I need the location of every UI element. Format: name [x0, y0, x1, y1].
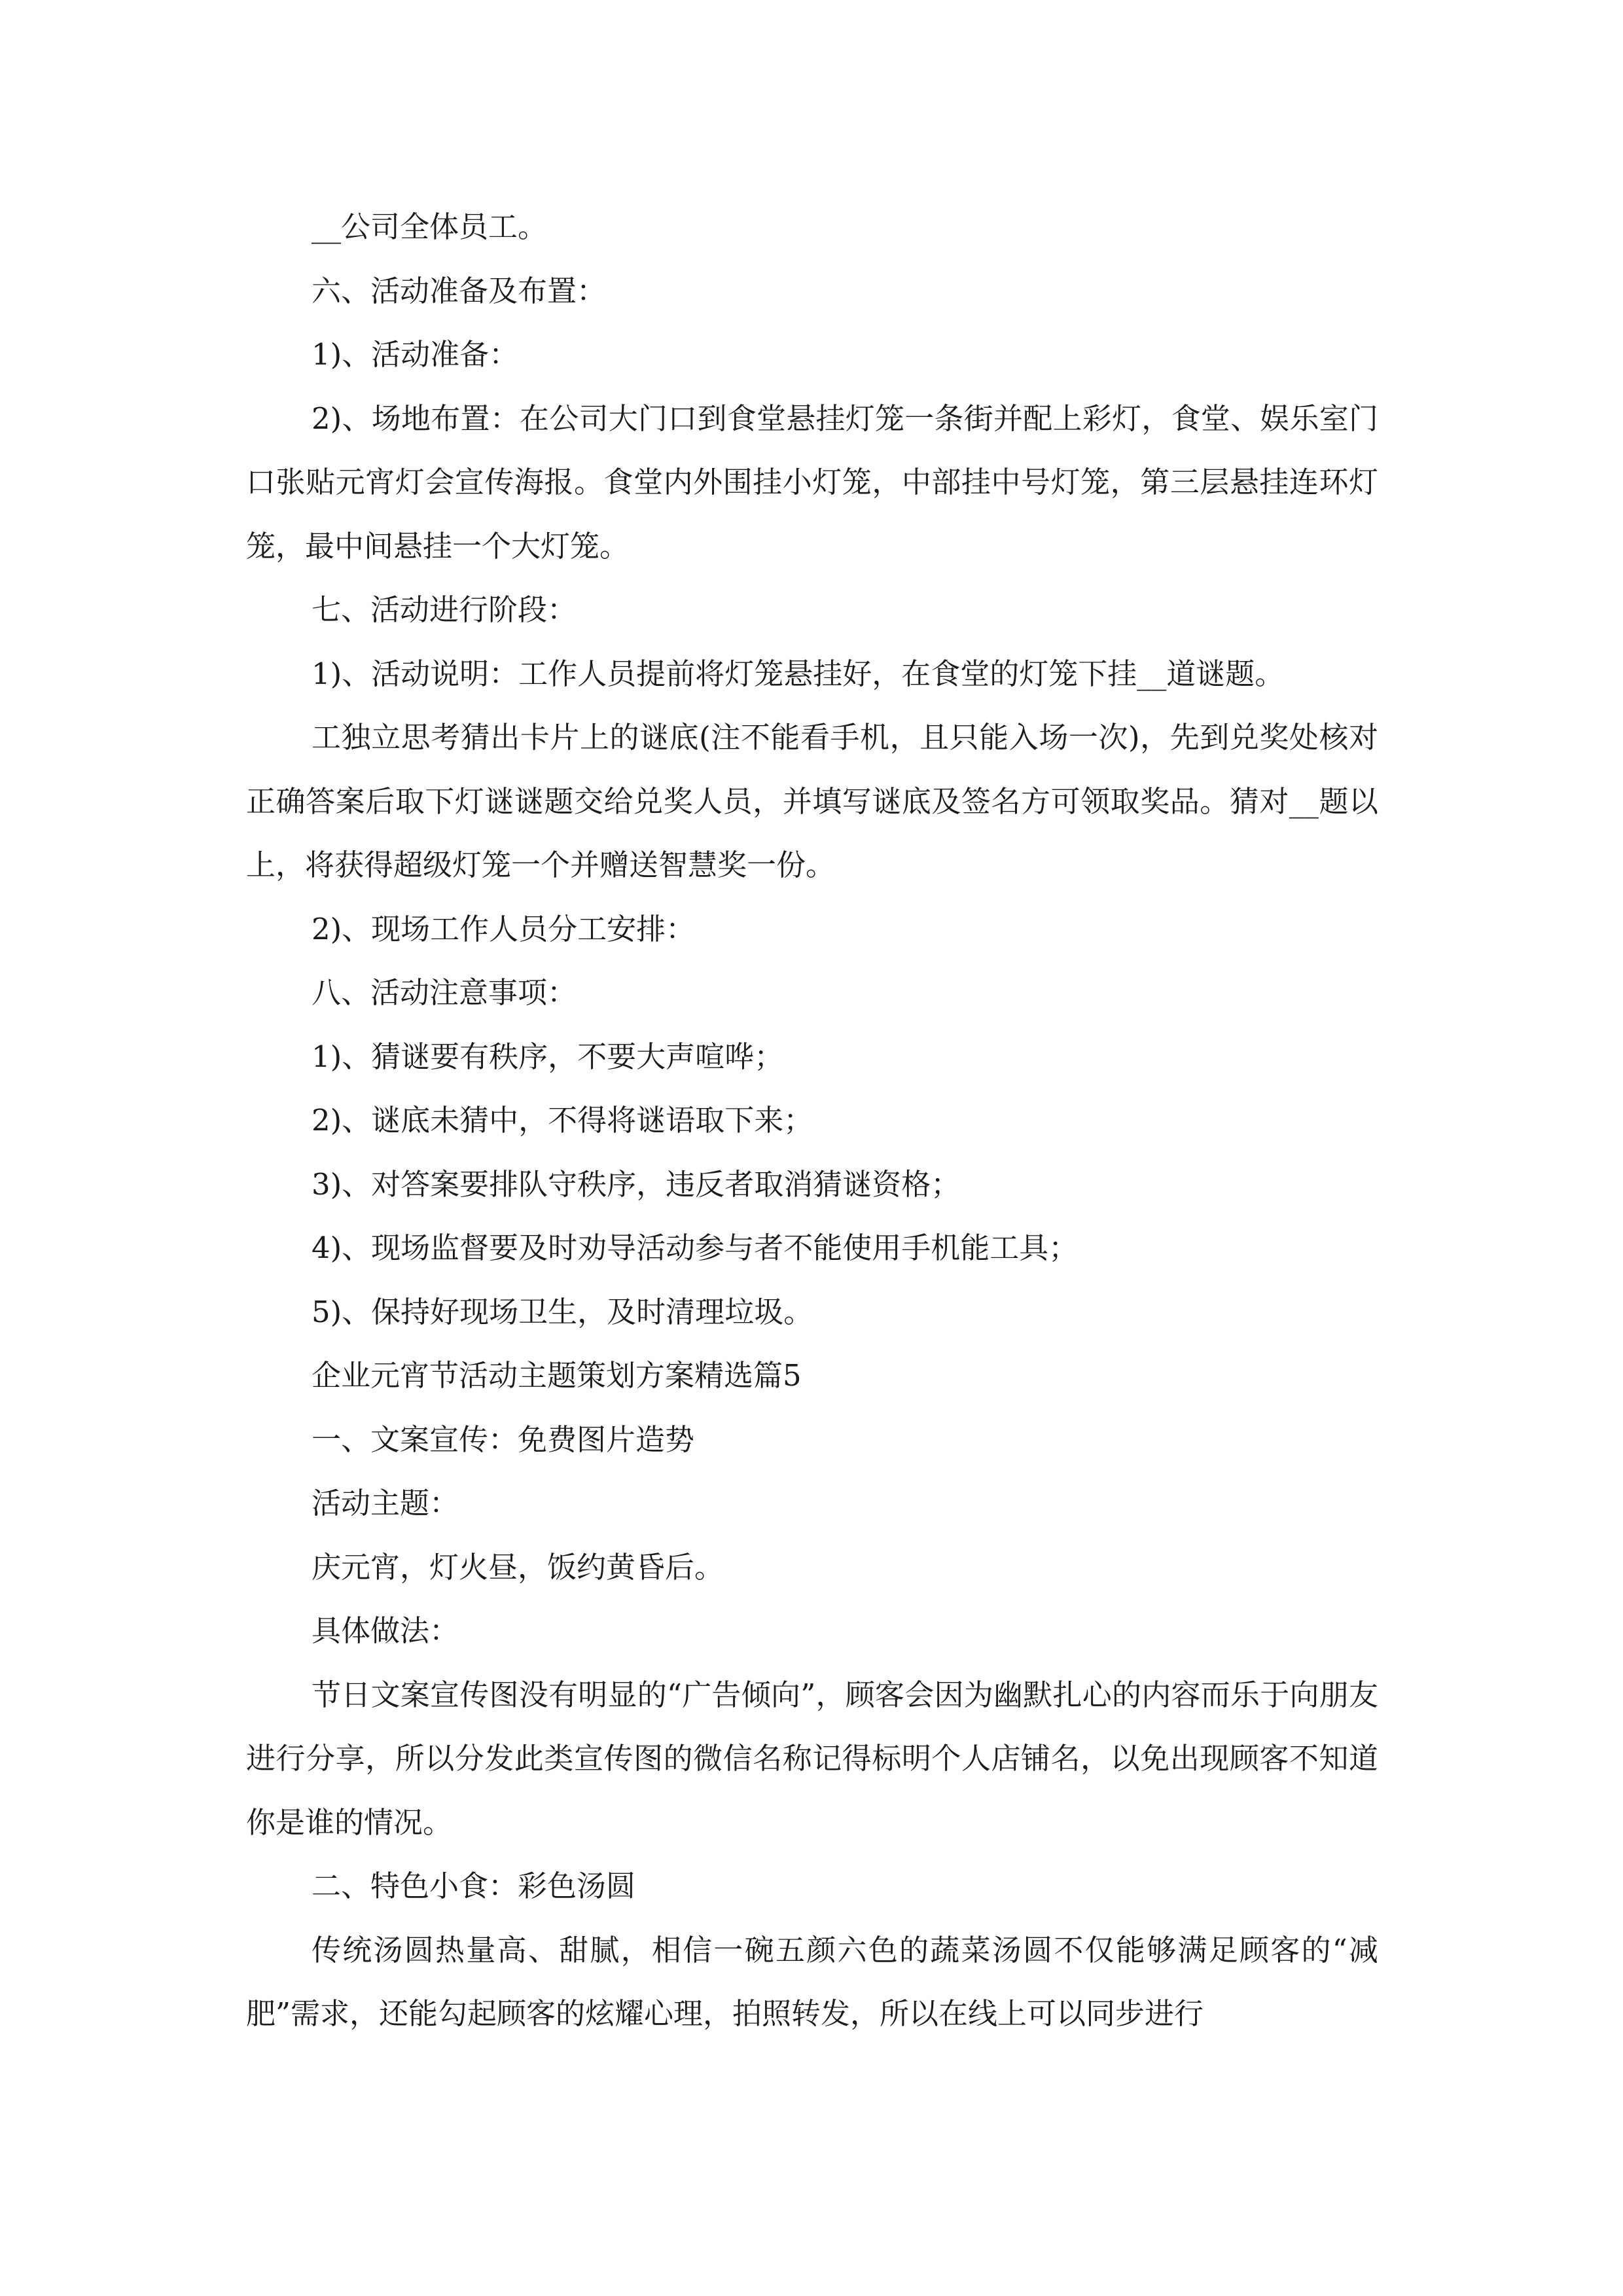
list-item: 1)、猜谜要有秩序，不要大声喧哗； [312, 1039, 784, 1074]
list-item: 5)、保持好现场卫生，及时清理垃圾。 [312, 1294, 813, 1329]
list-item: 1)、活动准备： [312, 337, 519, 372]
paragraph: 节日文案宣传图没有明显的“广告倾向”，顾客会因为幽默扎心的内容而乐于向朋友进行分享，所以分发此类宣传图的微信名称记得标明个人店铺名，以免出现顾客不知道你是谁的情况。 [246, 1677, 1378, 1840]
paragraph: __公司全体员工。 [312, 209, 548, 244]
section-heading: 七、活动进行阶段： [312, 592, 577, 627]
document-body [246, 195, 1378, 2046]
paragraph: 工独立思考猜出卡片上的谜底(注不能看手机，且只能入场一次)，先到兑奖处核对正确答案后取下灯谜谜题交给兑奖人员，并填写谜底及签名方可领取奖品。猜对__题以上，将获得超级灯笼一个并赠送智慧奖一份。 [246, 720, 1378, 882]
section-heading: 八、活动注意事项： [312, 975, 577, 1010]
paragraph: 传统汤圆热量高、甜腻，相信一碗五颜六色的蔬菜汤圆不仅能够满足顾客的“减肥”需求，还能勾起顾客的炫耀心理，拍照转发，所以在线上可以同步进行 [246, 1932, 1378, 2031]
list-item: 2)、现场工作人员分工安排： [312, 911, 696, 946]
list-item: 3)、对答案要排队守秩序，违反者取消猜谜资格； [312, 1166, 961, 1202]
list-item: 1)、活动说明：工作人员提前将灯笼悬挂好，在食堂的灯笼下挂__道谜题。 [312, 656, 1285, 691]
list-item: 2)、谜底未猜中，不得将谜语取下来； [312, 1103, 813, 1138]
chapter-title: 企业元宵节活动主题策划方案精选篇5 [312, 1358, 802, 1393]
paragraph: 具体做法： [312, 1613, 459, 1648]
section-heading: 六、活动准备及布置： [312, 273, 607, 308]
section-heading: 二、特色小食：彩色汤圆 [312, 1869, 636, 1903]
paragraph: 庆元宵，灯火昼，饭约黄昏后。 [312, 1549, 724, 1585]
paragraph: 活动主题： [312, 1486, 459, 1520]
section-heading: 一、文案宣传：免费图片造势 [312, 1422, 695, 1457]
list-item: 4)、现场监督要及时劝导活动参与者不能使用手机能工具； [312, 1230, 1079, 1265]
paragraph: 2)、场地布置：在公司大门口到食堂悬挂灯笼一条街并配上彩灯，食堂、娱乐室门口张贴元宵灯会宣传海报。食堂内外围挂小灯笼，中部挂中号灯笼，第三层悬挂连环灯笼，最中间悬挂一个大灯笼。 [246, 401, 1378, 564]
